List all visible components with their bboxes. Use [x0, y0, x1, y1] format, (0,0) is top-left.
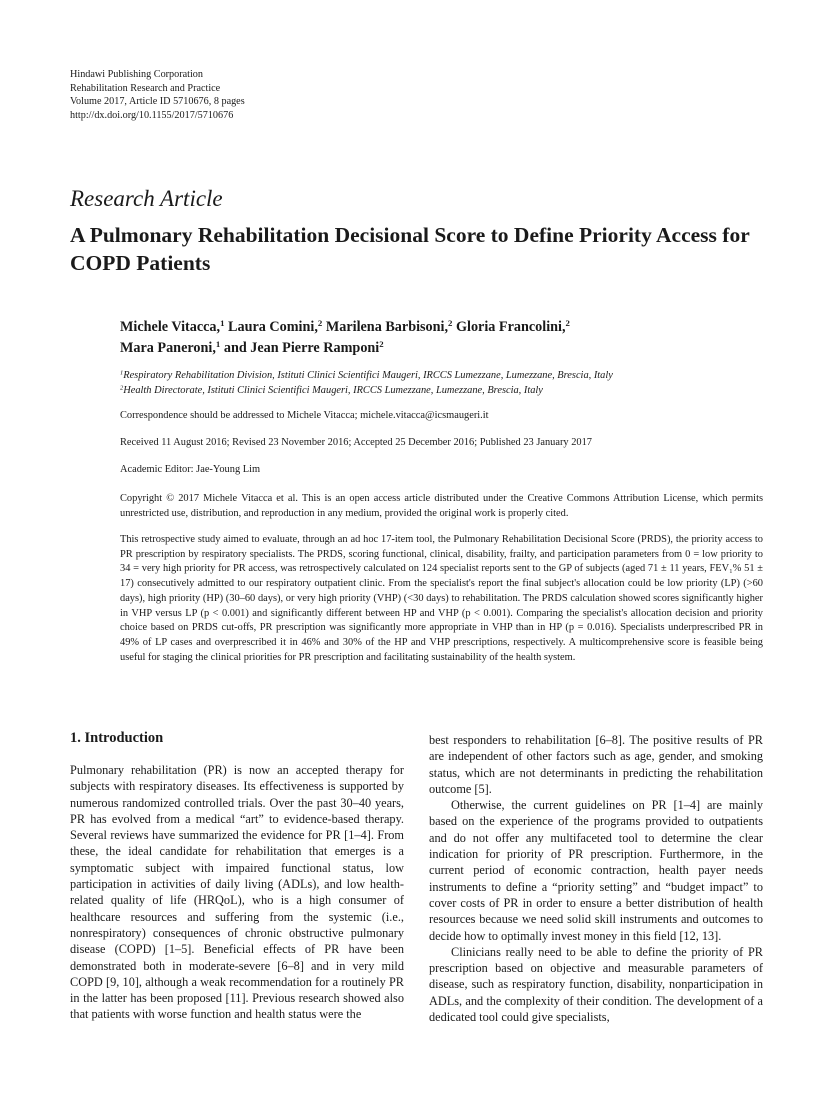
author-list [120, 317, 760, 358]
publication-dates: Received 11 August 2016; Revised 23 November 2016; Accepted 25 December 2016; Published 23 January 2017 [120, 437, 593, 448]
author: Gloria Francolini,$^2$ [455, 318, 570, 335]
doi-link[interactable]: http://dx.doi.org/10.1155/2017/5710676 [70, 109, 234, 121]
abstract: This retrospective study aimed to evaluate, through an ad hoc 17-item tool, the Pulmonary Rehabilitation Decisional Score (PRDS), the priority access to PR prescription by respiratory specialists. The PRDS, scoring functional, clinical, disability, frailty, and participation parameters from 0 = low priority to 34 = very high priority for PR access, was retrospectively calculated on 124 specialist reports sent to the GP of subjects (aged 71 ± 11 years, FEV₁% 51 ± 17) consecutively admitted to our respiratory outpatient clinic. From the specialist's report the final subject's allocation could be low priority (LP) (>60 days), high priority (HP) (30–60 days), or very high priority (VHP) (<30 days) to rehabilitation. The PRDS calculation showed scores significantly higher in VHP versus LP (p < 0.001) and significantly different between HP and VHP (p < 0.001). Comparing the specialist's allocation decision and priority choice based on PRDS cut-offs, PR prescription was significantly more appropriate in VHP than in HP (p = 0.016). Specialists underprescribed PR in 49% of LP cases and overprescribed it in 46% and 30% of the HP and VHP prescriptions, respectively. A multicomprehensive score is feasible being useful for staging the clinical priorities for PR prescription and facilitating sustainability of the health system. [120, 534, 763, 663]
copyright-notice: Copyright © 2017 Michele Vitacca et al. This is an open access article distributed under the Creative Commons Attribution License, which permits unrestricted use, distribution, and reproduction in any medium, provided the original work is properly cited. [120, 493, 763, 519]
academic-editor: Academic Editor: Jae-Young Lim [120, 464, 261, 475]
section-heading: 1. Introduction [70, 730, 164, 746]
left-column [70, 762, 404, 1023]
paragraph: Pulmonary rehabilitation (PR) is now an accepted therapy for subjects with respiratory diseases. Its effectiveness is supported by numerous randomized controlled trials. Over the past 30–40 years, PR has evolved from a medical “art” to evidence-based therapy. Several reviews have summarized the evidence for PR [1–4]. From these, the ideal candidate for rehabilitation that emerges is a symptomatic subject with impaired functional status, low participation in activities of daily living (ADLs), and low health-related quality of life (HRQoL), who is a high consumer of healthcare resources and suffering from the systemic (i.e., nonrespiratory) consequences of chronic obstructive pulmonary disease (COPD) [1–5]. Beneficial effects of PR have been demonstrated both in moderate-severe [6–8] and in very mild COPD [9, 10], although a weak recommendation for a routinely PR in the latter has been proposed [11]. Previous research showed also that patients with worse function and health status were the [70, 763, 404, 1022]
right-column [429, 732, 763, 1025]
journal-header [70, 68, 245, 122]
correspondence: Correspondence should be addressed to Michele Vitacca; michele.vitacca@icsmaugeri.it [120, 410, 489, 421]
article-title: A Pulmonary Rehabilitation Decisional Score to Define Priority Access for COPD Patients [70, 223, 750, 275]
affiliations [120, 368, 770, 398]
author: and Jean Pierre Ramponi$^2$ [223, 338, 384, 356]
paragraph: Clinicians really need to be able to define the priority of PR prescription based on objective and measurable parameters of disease, such as respiratory function, disability, nonparticipation in ADLs, and the complexity of their condition. The development of a dedicated tool could give specialists, [429, 944, 763, 1025]
author: Mara Paneroni,$^1$ [120, 338, 221, 356]
affiliation: $^2$Health Directorate, Istituti Clinici Scientifici Maugeri, IRCCS Lumezzane, Lumezzane, Brescia, Italy [120, 384, 543, 396]
volume-info: Volume 2017, Article ID 5710676, 8 pages [70, 96, 245, 108]
paragraph: best responders to rehabilitation [6–8]. The positive results of PR are independent of other factors such as age, gender, and smoking status, which are not determinants in predicting the rehabilitation outcome [5]. [429, 733, 763, 796]
paragraph: Otherwise, the current guidelines on PR [1–4] are mainly based on the experience of the programs provided to outpatients and do not offer any multifaceted tool to determine the clear indication for priority of PR prescription. Furthermore, in the current period of economic contraction, health payer needs instruments to define a “priority setting” and “budget impact” to cover costs of PR in order to ensure a better distribution of health resources because we need solid skill instruments and outcomes to decide how to optimally invest money in this field [12, 13]. [429, 798, 763, 943]
author: Laura Comini,$^2$ [228, 318, 323, 335]
article-type: Research Article [70, 186, 223, 211]
journal-name: Rehabilitation Research and Practice [70, 82, 221, 94]
author: Michele Vitacca,$^1$ [120, 318, 225, 335]
affiliation: $^1$Respiratory Rehabilitation Division, Istituti Clinici Scientifici Maugeri, IRCCS Lumezzane, Lumezzane, Brescia, Italy [120, 369, 613, 381]
publisher: Hindawi Publishing Corporation [70, 69, 203, 80]
author: Marilena Barbisoni,$^2$ [325, 318, 453, 335]
